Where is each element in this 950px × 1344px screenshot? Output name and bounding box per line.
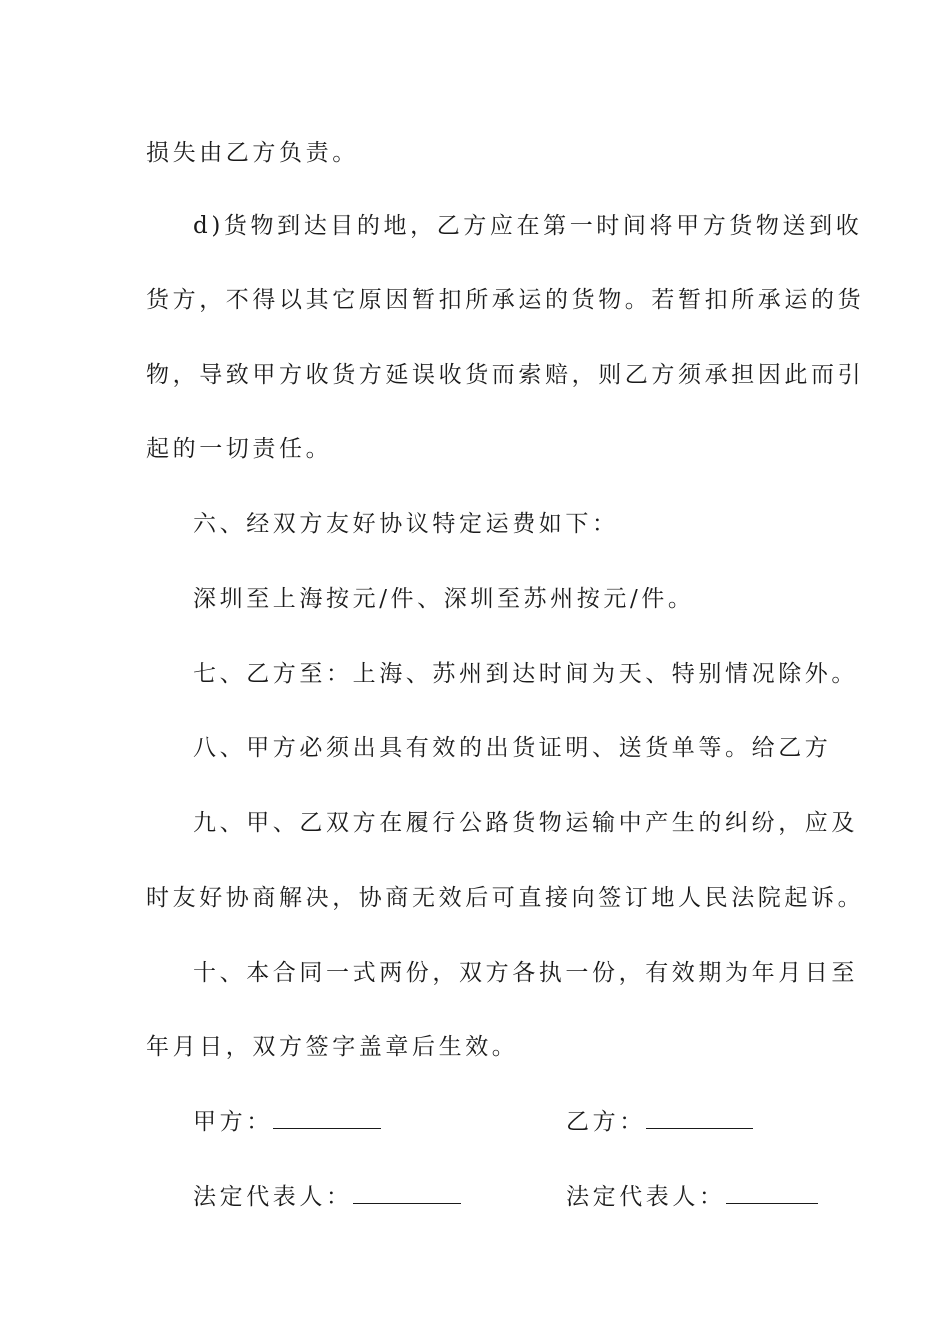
rep-a-blank[interactable] xyxy=(353,1185,461,1204)
rep-b-signature xyxy=(566,1182,818,1212)
party-b-blank[interactable] xyxy=(646,1110,753,1129)
paragraph-line: 时友好协商解决，协商无效后可直接向签订地人民法院起诉。 xyxy=(146,885,865,911)
paragraph-line: 物，导致甲方收货方延误收货而索赔，则乙方须承担因此而引 xyxy=(146,362,865,388)
rep-a-label: 法定代表人： xyxy=(193,1184,353,1210)
paragraph-line: 深圳至上海按元/件、深圳至苏州按元/件。 xyxy=(193,586,695,612)
party-b-label: 乙方： xyxy=(566,1109,646,1135)
paragraph-line: 九、甲、乙双方在履行公路货物运输中产生的纠纷，应及 xyxy=(193,810,858,836)
party-a-label: 甲方： xyxy=(193,1109,273,1135)
paragraph-line: 六、经双方友好协议特定运费如下： xyxy=(193,511,619,537)
rep-a-signature xyxy=(193,1182,461,1212)
paragraph-line: 年月日，双方签字盖章后生效。 xyxy=(146,1034,519,1060)
rep-b-label: 法定代表人： xyxy=(566,1184,726,1210)
paragraph-line: 七、乙方至：上海、苏州到达时间为天、特别情况除外。 xyxy=(193,661,858,687)
paragraph-line: d)货物到达目的地，乙方应在第一时间将甲方货物送到收 xyxy=(193,213,863,239)
paragraph-line: 起的一切责任。 xyxy=(146,436,333,462)
party-b-signature xyxy=(566,1107,753,1137)
party-a-signature xyxy=(193,1107,381,1137)
paragraph-line: 损失由乙方负责。 xyxy=(146,140,359,166)
paragraph-line: 十、本合同一式两份，双方各执一份，有效期为年月日至 xyxy=(193,960,858,986)
party-a-blank[interactable] xyxy=(273,1110,381,1129)
rep-b-blank[interactable] xyxy=(726,1185,818,1204)
paragraph-line: 货方，不得以其它原因暂扣所承运的货物。若暂扣所承运的货 xyxy=(146,287,865,313)
paragraph-line: 八、甲方必须出具有效的出货证明、送货单等。给乙方 xyxy=(193,735,832,761)
